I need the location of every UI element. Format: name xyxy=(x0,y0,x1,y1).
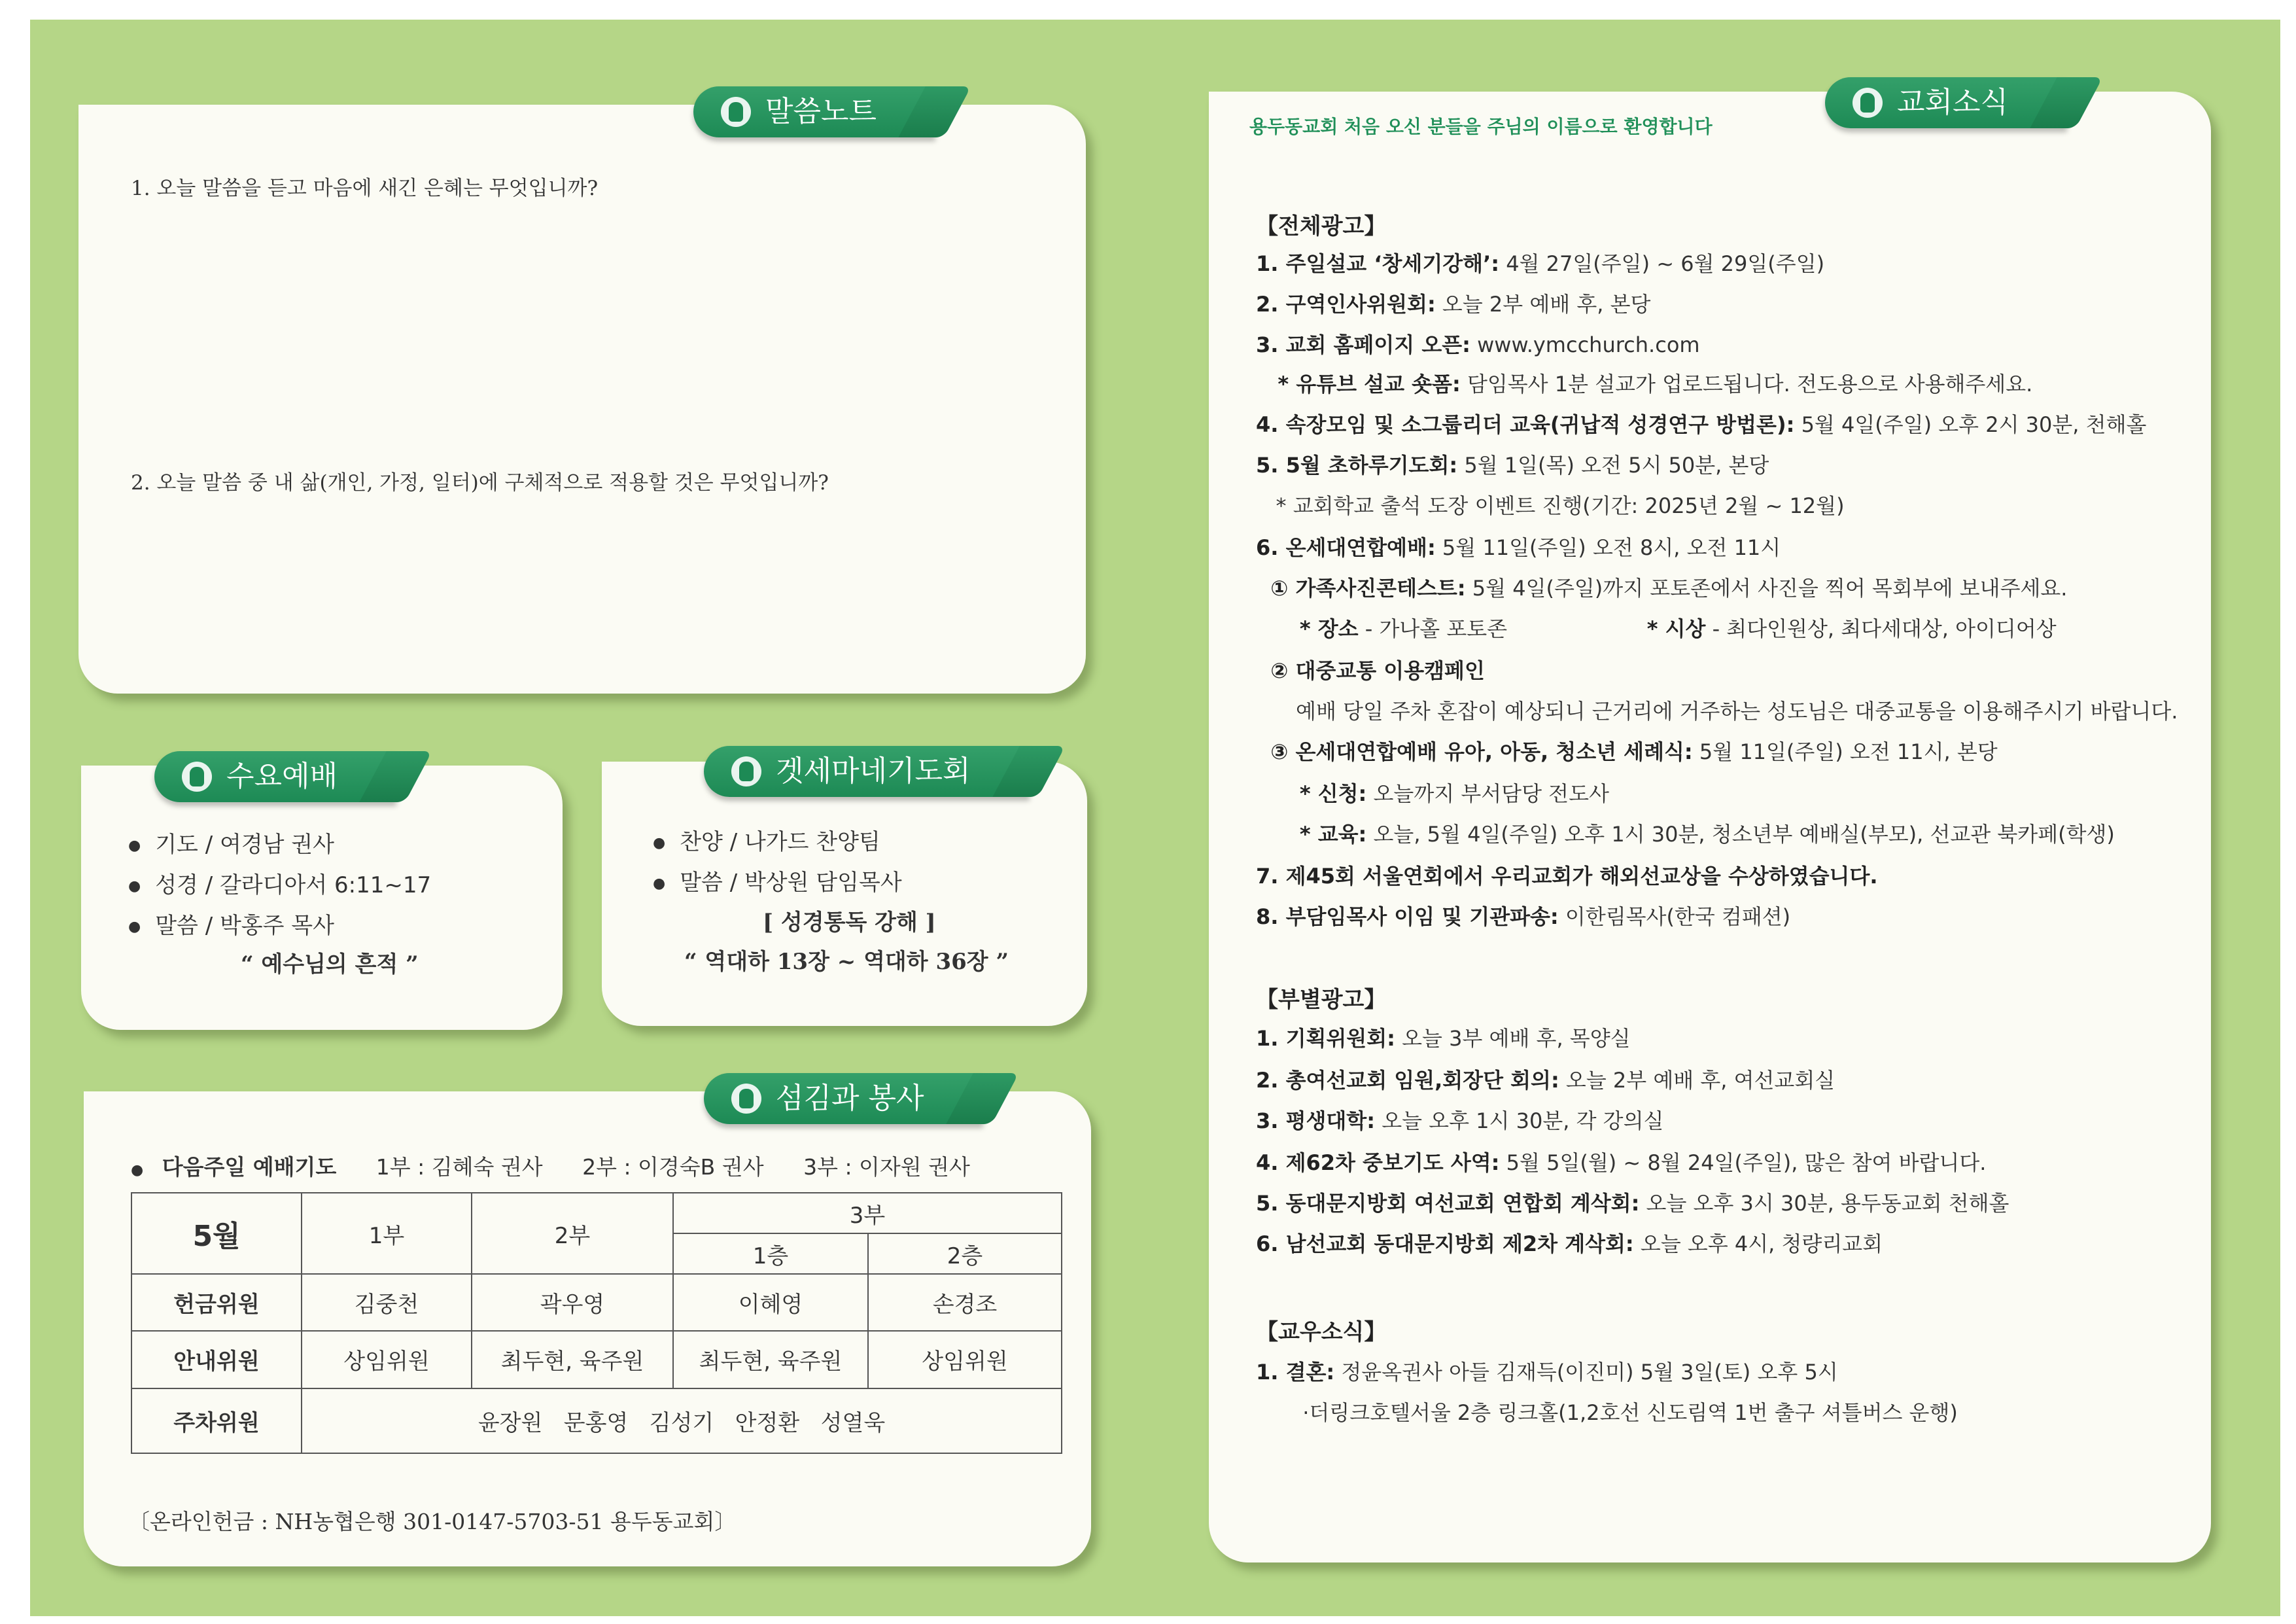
church-news-title: 교회소식 xyxy=(1897,86,2009,119)
col-header-3b: 2층 xyxy=(868,1233,1062,1274)
announcement-line: ② 대중교통 이용캠페인 xyxy=(1256,658,1485,683)
next-prayer-2: 2부 : 이경숙B 권사 xyxy=(582,1154,764,1180)
announcement-line: 1. 기획위원회: 오늘 3부 예배 후, 목양실 xyxy=(1256,1026,1631,1051)
table-row xyxy=(131,1274,1062,1331)
parking-names-cell: 윤장원 문홍영 김성기 안정환 성열욱 xyxy=(302,1388,1062,1454)
gethsemane-prayer-list xyxy=(653,822,902,903)
table-cell: 최두현, 육주원 xyxy=(673,1331,868,1388)
welcome-text: 용두동교회 처음 오신 분들을 주님의 이름으로 환영합니다 xyxy=(1249,116,1713,137)
praying-hands-icon xyxy=(182,762,212,792)
month-header: 5월 xyxy=(131,1193,302,1274)
list-item: ● 성경 / 갈라디아서 6:11~17 xyxy=(128,865,431,906)
role-cell: 헌금위원 xyxy=(131,1274,302,1331)
col-header-3: 3부 xyxy=(673,1193,1062,1233)
list-item: ● 기도 / 여경남 권사 xyxy=(128,824,431,865)
next-prayer-row: ● 다음주일 예배기도 1부 : 김혜숙 권사 2부 : 이경숙B 권사 3부 : 이자원 권사 xyxy=(131,1154,970,1180)
gethsemane-subtitle: [ 성경통독 강해 ] xyxy=(763,909,936,936)
table-cell: 상임위원 xyxy=(868,1331,1062,1388)
announcement-line: ① 가족사진콘테스트: 5월 4일(주일)까지 포토존에서 사진을 찍어 목회부에 보내주세요. xyxy=(1256,576,2068,601)
gethsemane-prayer-tab xyxy=(704,746,1030,797)
announcement-line: 6. 온세대연합예배: 5월 11일(주일) 오전 8시, 오전 11시 xyxy=(1256,535,1781,560)
online-offering: 〔온라인헌금 : NH농협은행 301-0147-5703-51 용두동교회〕 xyxy=(128,1509,737,1534)
section-heading: 【전체광고】 xyxy=(1256,213,1387,239)
announcement-line: 8. 부담임목사 이임 및 기관파송: 이한림목사(한국 컴패션) xyxy=(1256,904,1791,929)
next-prayer-label: 다음주일 예배기도 xyxy=(162,1154,337,1180)
col-header-3a: 1층 xyxy=(673,1233,868,1274)
table-row xyxy=(131,1388,1062,1454)
announcement-line: * 교회학교 출석 도장 이벤트 진행(기간: 2025년 2월 ~ 12월) xyxy=(1256,493,1845,518)
role-cell: 주차위원 xyxy=(131,1388,302,1454)
announcement-line: * 장소 - 가나홀 포토존 * 시상 - 최다인원상, 최다세대상, 아이디어상 xyxy=(1256,616,2057,641)
col-header-1: 1부 xyxy=(302,1193,472,1274)
table-row xyxy=(131,1331,1062,1388)
wednesday-service-list xyxy=(128,824,431,946)
announcement-line: 1. 결혼: 정윤옥권사 아들 김재득(이진미) 5월 3일(토) 오후 5시 xyxy=(1256,1360,1838,1385)
praying-hands-icon xyxy=(1852,88,1883,118)
list-item: ● 말씀 / 박홍주 목사 xyxy=(128,906,431,946)
note-question-1: 1. 오늘 말씀을 듣고 마음에 새긴 은혜는 무엇입니까? xyxy=(131,177,599,200)
announcement-line: * 유튜브 설교 숏폼: 담임목사 1분 설교가 업로드됩니다. 전도용으로 사용해주세요. xyxy=(1256,372,2033,397)
announcement-line: 2. 총여선교회 임원,회장단 회의: 오늘 2부 예배 후, 여선교회실 xyxy=(1256,1068,1835,1093)
praying-hands-icon xyxy=(731,756,761,786)
praying-hands-icon xyxy=(731,1084,761,1114)
announcement-line: 6. 남선교회 동대문지방회 제2차 계삭회: 오늘 오후 4시, 청량리교회 xyxy=(1256,1231,1883,1256)
wednesday-service-title: 수요예배 xyxy=(226,760,338,793)
announcement-line: 3. 교회 홈페이지 오픈: www.ymcchurch.com xyxy=(1256,332,1700,357)
note-question-2: 2. 오늘 말씀 중 내 삶(개인, 가정, 일터)에 구체적으로 적용할 것은 무엇입니까? xyxy=(131,471,829,495)
announcement-line: * 교육: 오늘, 5월 4일(주일) 오후 1시 30분, 청소년부 예배실(부모), 선교관 북카페(학생) xyxy=(1256,822,2115,847)
announcement-line: 7. 제45회 서울연회에서 우리교회가 해외선교상을 수상하였습니다. xyxy=(1256,864,1878,889)
announcement-line: ·더링크호텔서울 2층 링크홀(1,2호선 신도림역 1번 출구 셔틀버스 운행) xyxy=(1256,1400,1958,1425)
announcement-line: 예배 당일 주차 혼잡이 예상되니 근거리에 거주하는 성도님은 대중교통을 이용해주시기 바랍니다. xyxy=(1256,699,2178,724)
col-header-2: 2부 xyxy=(472,1193,673,1274)
gethsemane-prayer-title: 겟세마네기도회 xyxy=(776,754,971,788)
gethsemane-sermon-title: “ 역대하 13장 ~ 역대하 36장 ” xyxy=(684,949,1009,975)
section-heading: 【교우소식】 xyxy=(1256,1319,1387,1345)
role-cell: 안내위원 xyxy=(131,1331,302,1388)
sermon-note-tab xyxy=(693,86,935,137)
section-heading: 【부별광고】 xyxy=(1256,987,1387,1013)
table-cell: 김중천 xyxy=(302,1274,472,1331)
table-cell: 손경조 xyxy=(868,1274,1062,1331)
announcement-line: 4. 속장모임 및 소그룹리더 교육(귀납적 성경연구 방법론): 5월 4일(주일) 오후 2시 30분, 천해홀 xyxy=(1256,412,2147,437)
announcement-line: 3. 평생대학: 오늘 오후 1시 30분, 각 강의실 xyxy=(1256,1108,1664,1133)
wednesday-sermon-title: “ 예수님의 흔적 ” xyxy=(241,951,419,978)
table-cell: 상임위원 xyxy=(302,1331,472,1388)
table-cell: 최두현, 육주원 xyxy=(472,1331,673,1388)
announcement-line: 1. 주일설교 ‘창세기강해’: 4월 27일(주일) ~ 6월 29일(주일) xyxy=(1256,251,1825,276)
list-item: ● 찬양 / 나가드 찬양팀 xyxy=(653,822,902,862)
service-duty-table xyxy=(131,1192,1062,1454)
announcement-line: * 신청: 오늘까지 부서담당 전도사 xyxy=(1256,781,1609,806)
next-prayer-1: 1부 : 김혜숙 권사 xyxy=(375,1154,543,1180)
announcement-line: ③ 온세대연합예배 유아, 아동, 청소년 세례식: 5월 11일(주일) 오전 11시, 본당 xyxy=(1256,739,1998,764)
sermon-note-title: 말씀노트 xyxy=(765,95,877,128)
next-prayer-3: 3부 : 이자원 권사 xyxy=(803,1154,970,1180)
table-cell: 이혜영 xyxy=(673,1274,868,1331)
announcement-line: 5. 동대문지방회 여선교회 연합회 계삭회: 오늘 오후 3시 30분, 용두동교회 천해홀 xyxy=(1256,1191,2009,1216)
announcement-line: 5. 5월 초하루기도회: 5월 1일(목) 오전 5시 50분, 본당 xyxy=(1256,453,1769,478)
service-duty-tab xyxy=(704,1073,983,1124)
praying-hands-icon xyxy=(721,97,751,127)
announcement-line: 2. 구역인사위원회: 오늘 2부 예배 후, 본당 xyxy=(1256,292,1651,317)
church-news-tab xyxy=(1825,77,2067,128)
table-cell: 곽우영 xyxy=(472,1274,673,1331)
wednesday-service-tab xyxy=(154,751,396,802)
announcement-line: 4. 제62차 중보기도 사역: 5월 5일(월) ~ 8월 24일(주일), 많은 참여 바랍니다. xyxy=(1256,1150,1987,1175)
list-item: ● 말씀 / 박상원 담임목사 xyxy=(653,862,902,903)
service-duty-title: 섬김과 봉사 xyxy=(776,1082,924,1115)
